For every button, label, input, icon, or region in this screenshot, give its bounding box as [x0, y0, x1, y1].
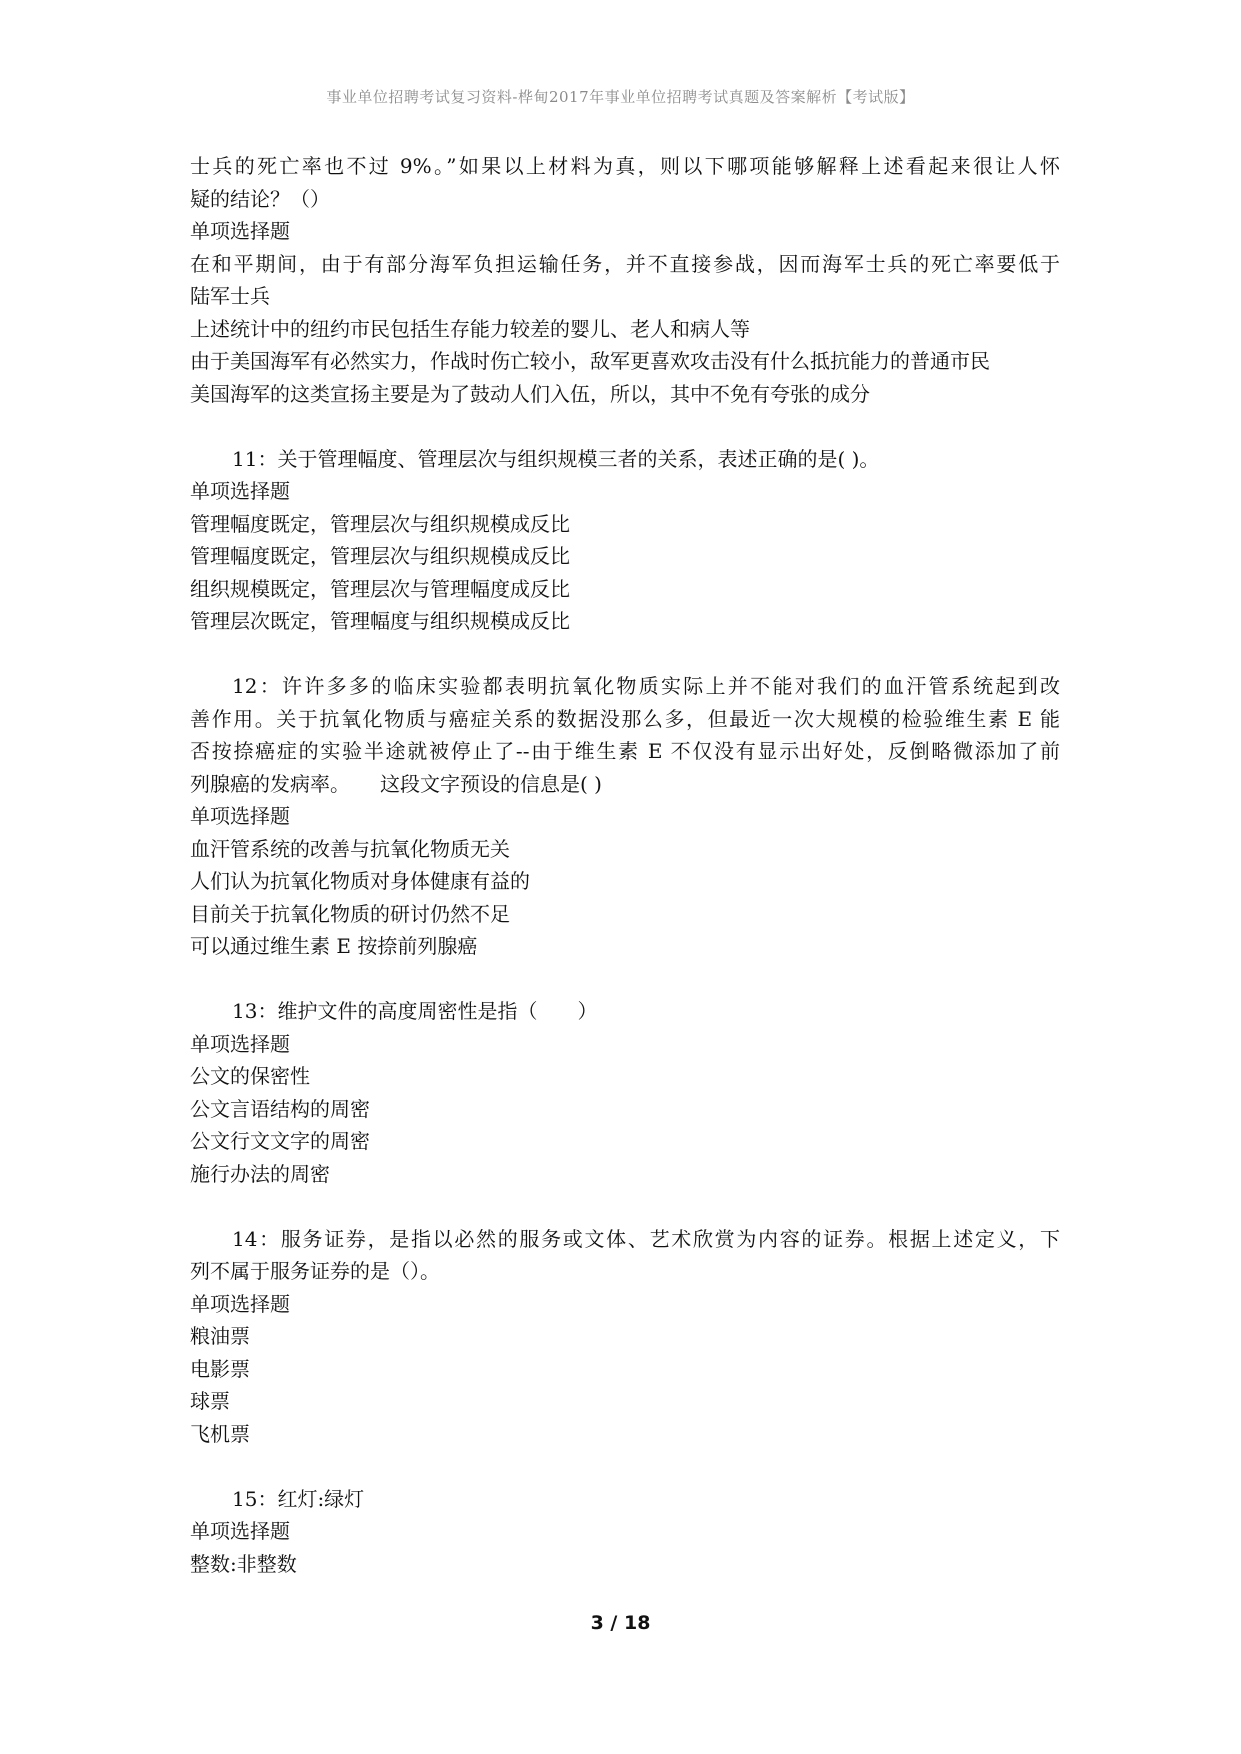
- page-header: 事业单位招聘考试复习资料-桦甸2017年事业单位招聘考试真题及答案解析【考试版】: [326, 88, 915, 106]
- question-type: 单项选择题: [190, 1291, 290, 1316]
- question-type: 单项选择题: [190, 479, 290, 503]
- question-text-line: 否按捺癌症的实验半途就被停止了--由于维生素 E 不仅没有显示出好处，反倒略微添加了前: [190, 739, 1060, 763]
- option-d: 管理层次既定，管理幅度与组织规模成反比: [190, 609, 570, 633]
- question-text-line: 14：服务证券，是指以必然的服务或文体、艺术欣赏为内容的证券。根据上述定义，下: [232, 1226, 1060, 1251]
- option-b: 管理幅度既定，管理层次与组织规模成反比: [190, 544, 570, 568]
- question-text-line: 列腺癌的发病率。 这段文字预设的信息是( ): [190, 771, 602, 796]
- option-c: 由于美国海军有必然实力，作战时伤亡较小，敌军更喜欢攻击没有什么抵抗能力的普通市民: [190, 349, 990, 373]
- question-10-continued: [190, 150, 1060, 410]
- question-12: [190, 670, 1060, 963]
- page-number: 3 / 18: [590, 1612, 651, 1634]
- option-b: 电影票: [190, 1356, 250, 1381]
- option-a: 管理幅度既定，管理层次与组织规模成反比: [190, 511, 570, 536]
- option-a: 粮油票: [190, 1324, 250, 1348]
- question-15: [190, 1483, 1060, 1581]
- question-14: [190, 1223, 1060, 1451]
- option-c: 球票: [190, 1389, 230, 1413]
- question-text-line: 15：红灯:绿灯: [232, 1486, 365, 1511]
- option-b: 公文言语结构的周密: [190, 1096, 370, 1121]
- option-a-continued: 陆军士兵: [190, 284, 270, 308]
- question-text-line: 12：许许多多的临床实验都表明抗氧化物质实际上并不能对我们的血汗管系统起到改: [232, 674, 1060, 698]
- question-text-line: 疑的结论？（）: [190, 186, 330, 211]
- option-b: 上述统计中的纽约市民包括生存能力较差的婴儿、老人和病人等: [190, 316, 750, 341]
- option-c: 目前关于抗氧化物质的研讨仍然不足: [190, 901, 510, 926]
- option-d: 施行办法的周密: [190, 1161, 330, 1186]
- option-c: 组织规模既定，管理层次与管理幅度成反比: [190, 576, 570, 601]
- option-a: 在和平期间，由于有部分海军负担运输任务，并不直接参战，因而海军士兵的死亡率要低于: [190, 251, 1060, 276]
- spacer: [190, 410, 1060, 443]
- option-d: 飞机票: [190, 1421, 250, 1446]
- option-a: 血汗管系统的改善与抗氧化物质无关: [190, 836, 510, 861]
- question-type: 单项选择题: [190, 219, 290, 243]
- option-c: 公文行文文字的周密: [190, 1129, 370, 1153]
- spacer: [190, 638, 1060, 671]
- question-11: [190, 443, 1060, 638]
- question-type: 单项选择题: [190, 1519, 290, 1543]
- option-a: 整数:非整数: [190, 1551, 297, 1576]
- spacer: [190, 1450, 1060, 1483]
- question-text-line: 11：关于管理幅度、管理层次与组织规模三者的关系，表述正确的是( )。: [232, 446, 880, 471]
- question-text-line: 善作用。关于抗氧化物质与癌症关系的数据没那么多，但最近一次大规模的检验维生素 E 能: [190, 706, 1060, 731]
- question-type: 单项选择题: [190, 804, 290, 828]
- option-a: 公文的保密性: [190, 1064, 310, 1088]
- question-13: [190, 995, 1060, 1190]
- question-text-line: 士兵的死亡率也不过 9%。”如果以上材料为真，则以下哪项能够解释上述看起来很让人怀: [190, 154, 1060, 178]
- question-type: 单项选择题: [190, 1031, 290, 1056]
- question-text-line: 13：维护文件的高度周密性是指（ ）: [232, 999, 598, 1023]
- question-text-line: 列不属于服务证券的是（）。: [190, 1259, 440, 1283]
- spacer: [190, 1190, 1060, 1223]
- option-d: 美国海军的这类宣扬主要是为了鼓动人们入伍，所以，其中不免有夸张的成分: [190, 381, 870, 406]
- option-d: 可以通过维生素 E 按捺前列腺癌: [190, 934, 478, 958]
- option-b: 人们认为抗氧化物质对身体健康有益的: [190, 869, 530, 893]
- document-body: [190, 150, 1060, 1580]
- spacer: [190, 963, 1060, 996]
